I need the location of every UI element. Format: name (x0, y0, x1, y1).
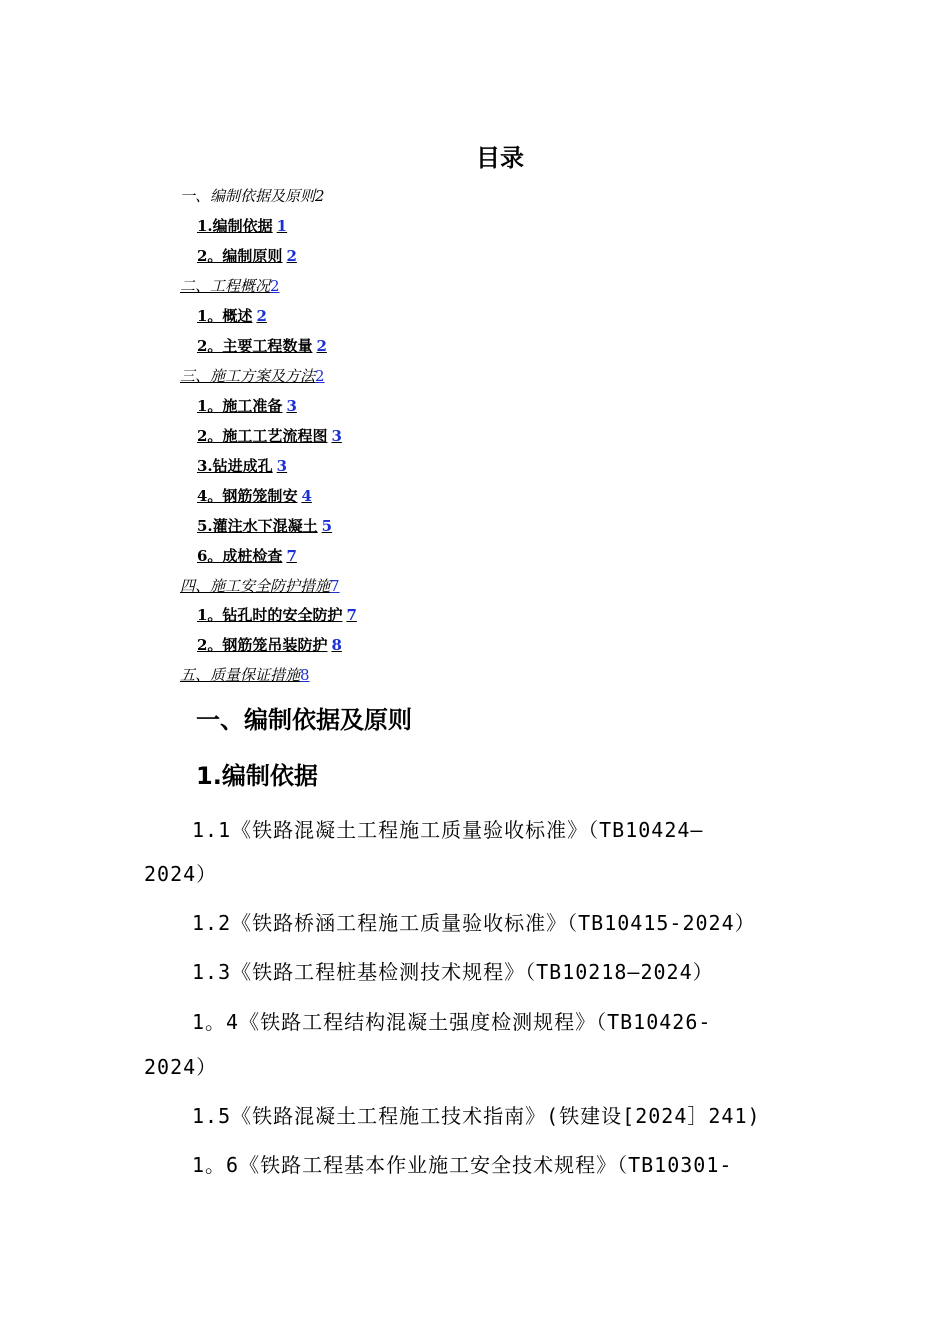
toc-entry[interactable] (197, 456, 287, 476)
body-paragraph: 1.1《铁路混凝土工程施工质量验收标准》（TB10424— (192, 818, 704, 842)
subsection-heading: 1.编制依据 (196, 762, 318, 790)
toc-entry-text: 1。概述 (197, 307, 253, 325)
toc-entry-page: 8 (300, 666, 310, 684)
toc-entry-text: 3.钻进成孔 (197, 457, 273, 475)
section-heading: 一、编制依据及原则 (196, 706, 412, 734)
toc-entry-text: 三、施工方案及方法 (180, 367, 316, 385)
toc-entry-page: 7 (346, 606, 357, 624)
toc-entry[interactable] (180, 576, 340, 596)
toc-entry-page: 8 (331, 636, 342, 654)
toc-entry-text: 2。主要工程数量 (197, 337, 313, 355)
toc-entry-text: 5.灌注水下混凝土 (197, 517, 318, 535)
toc-entry-text: 4。钢筋笼制安 (197, 487, 298, 505)
toc-entry-page: 4 (301, 487, 312, 505)
toc-entry-text: 1.编制依据 (197, 217, 273, 235)
toc-entry[interactable] (197, 216, 287, 236)
body-paragraph: 1.5《铁路混凝土工程施工技术指南》(铁建设[2024］241) (192, 1104, 761, 1128)
body-paragraph: 2024） (144, 1055, 218, 1079)
toc-entry-text: 五、质量保证措施 (180, 666, 301, 684)
toc-entry[interactable] (180, 186, 325, 206)
toc-entry-page: 7 (286, 547, 297, 565)
toc-entry[interactable] (197, 516, 332, 536)
toc-entry-text: 四、施工安全防护措施 (180, 577, 331, 595)
toc-entry-page: 7 (330, 577, 340, 595)
toc-entry-page: 2 (270, 277, 280, 295)
toc-entry[interactable] (197, 306, 267, 326)
toc-entry[interactable] (197, 426, 342, 446)
toc-entry-text: 二、工程概况 (180, 277, 271, 295)
toc-entry-page: 3 (276, 457, 288, 475)
body-paragraph: 1.2《铁路桥涵工程施工质量验收标准》（TB10415-2024） (192, 911, 756, 935)
toc-entry[interactable] (180, 276, 280, 296)
toc-entry-page: 3 (286, 397, 297, 415)
toc-entry-page: 3 (331, 427, 342, 445)
toc-entry-text: 2。编制原则 (197, 247, 283, 265)
toc-entry[interactable] (197, 486, 312, 506)
toc-entry[interactable] (197, 546, 297, 566)
toc-entry[interactable] (180, 665, 310, 685)
toc-entry[interactable] (197, 336, 327, 356)
toc-entry-page: 2 (315, 187, 325, 205)
body-paragraph: 1。6《铁路工程基本作业施工安全技术规程》（TB10301- (192, 1153, 733, 1177)
toc-entry[interactable] (180, 366, 325, 386)
toc-entry[interactable] (197, 635, 342, 655)
toc-title: 目录 (476, 144, 524, 172)
toc-entry-page: 2 (315, 367, 325, 385)
toc-entry-page: 1 (276, 217, 288, 235)
toc-entry-page: 5 (321, 517, 333, 535)
toc-entry[interactable] (197, 605, 357, 625)
toc-entry-page: 2 (316, 337, 327, 355)
body-paragraph: 2024） (144, 862, 218, 886)
toc-entry-text: 1。钻孔时的安全防护 (197, 606, 343, 624)
toc-entry-text: 1。施工准备 (197, 397, 283, 415)
toc-entry-text: 一、编制依据及原则 (180, 187, 316, 205)
toc-entry-text: 2。钢筋笼吊装防护 (197, 636, 328, 654)
toc-entry-text: 2。施工工艺流程图 (197, 427, 328, 445)
toc-entry[interactable] (197, 246, 297, 266)
toc-entry-text: 6。成桩检查 (197, 547, 283, 565)
body-paragraph: 1。4《铁路工程结构混凝土强度检测规程》（TB10426- (192, 1010, 712, 1034)
toc-entry-page: 2 (256, 307, 267, 325)
toc-entry-page: 2 (286, 247, 297, 265)
body-paragraph: 1.3《铁路工程桩基检测技术规程》（TB10218—2024） (192, 960, 714, 984)
toc-entry[interactable] (197, 396, 297, 416)
